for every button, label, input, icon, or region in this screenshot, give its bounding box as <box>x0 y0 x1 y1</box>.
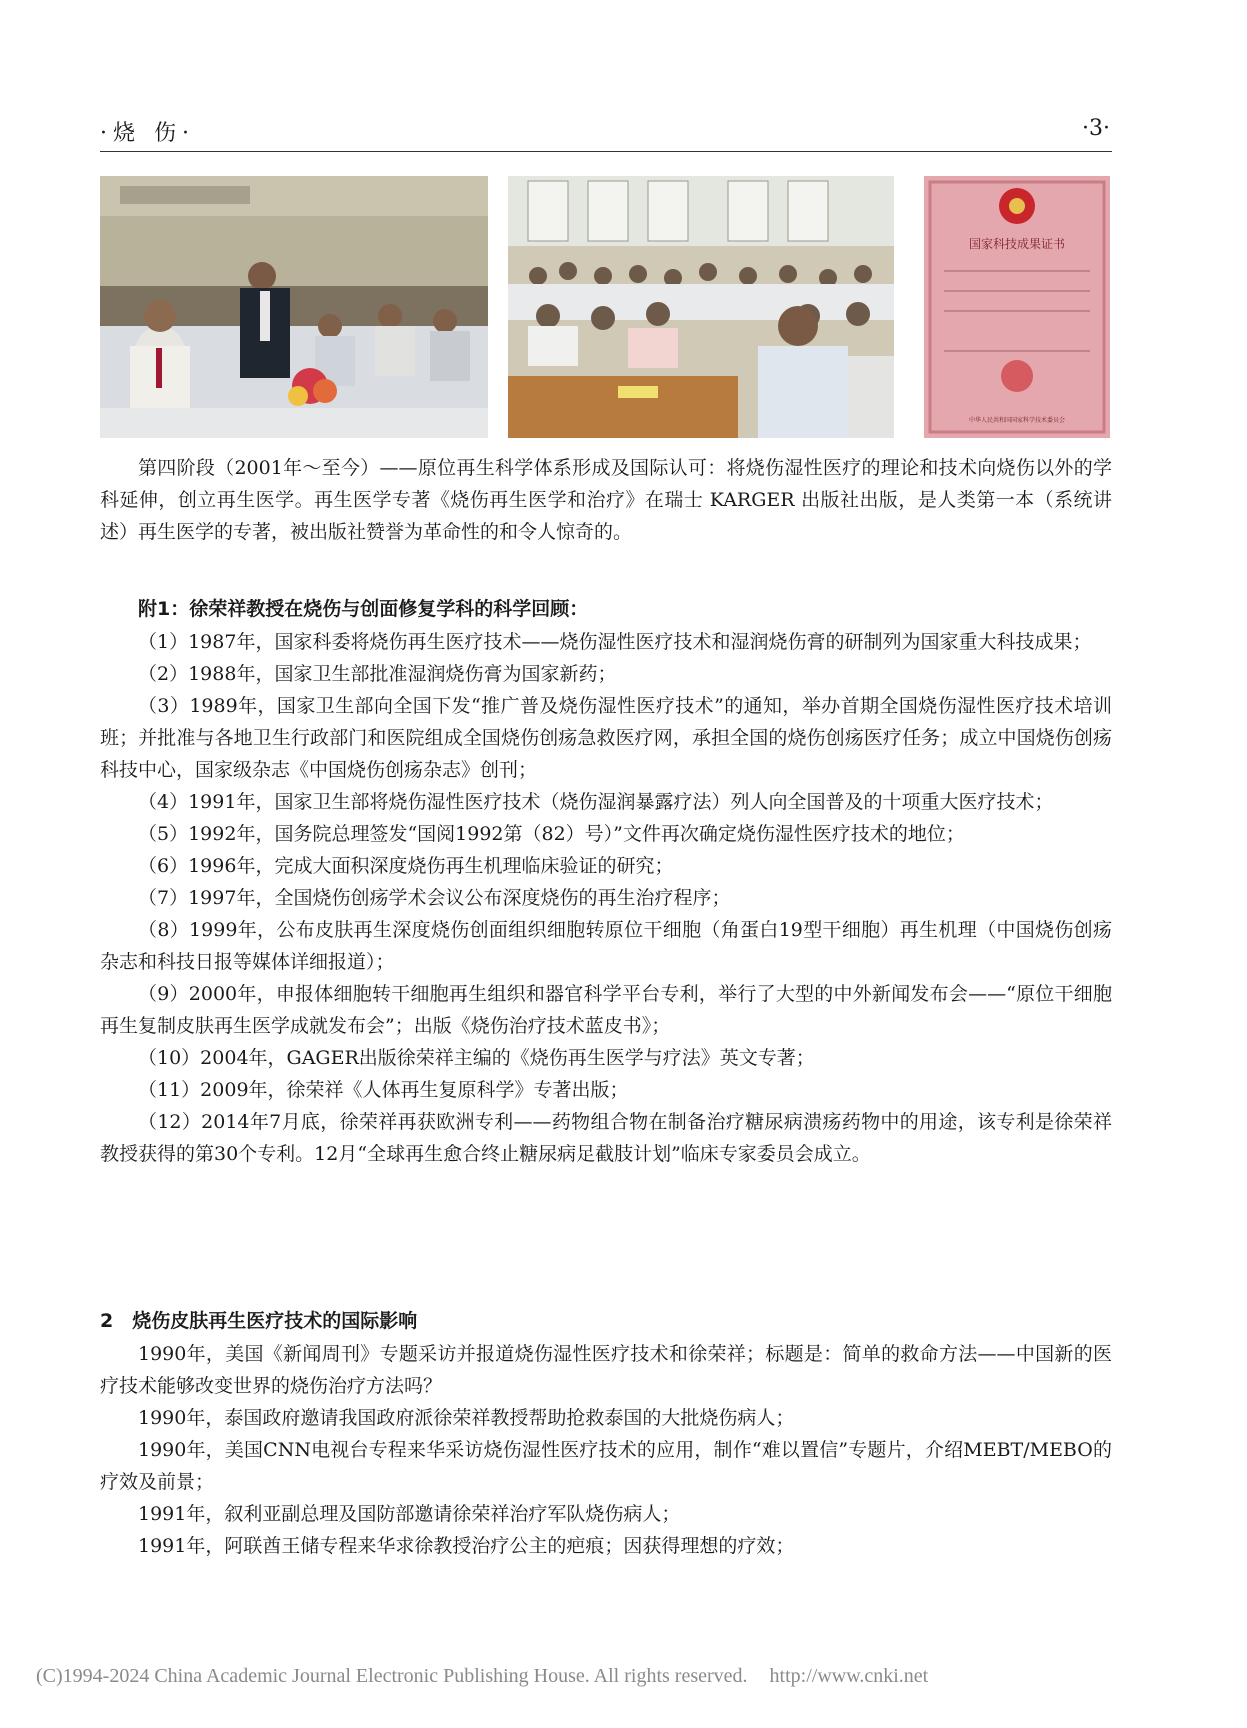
list-item: （9）2000年，申报体细胞转干细胞再生组织和器官科学平台专利，举行了大型的中外新闻发布会——“原位干细胞再生复制皮肤再生医学成就发布会”；出版《烧伤治疗技术蓝皮书》； <box>100 983 1112 1037</box>
copyright-footer <box>36 1665 928 1688</box>
photo-classroom-audience <box>508 176 894 438</box>
list-item: （4）1991年，国家卫生部将烧伤湿性医疗技术（烧伤湿润暴露疗法）列人向全国普及的十项重大医疗技术； <box>138 791 1054 813</box>
stage-four-paragraph: 第四阶段（2001年～至今）——原位再生科学体系形成及国际认可：将烧伤湿性医疗的理论和技术向烧伤以外的学科延伸，创立再生医学。再生医学专著《烧伤再生医学和治疗》在瑞士 KARGER 出版社出版，是人类第一本（系统讲述）再生医学的专著，被出版社赞誉为革命性的和令人惊奇的。 <box>100 457 1112 543</box>
photo-certificate <box>924 176 1110 438</box>
list-item: 1990年，美国CNN电视台专程来华采访烧伤湿性医疗技术的应用，制作“难以置信”专题片，介绍MEBT/MEBO的疗效及前景； <box>100 1439 1112 1493</box>
journal-name: ·烧 伤· <box>100 121 195 146</box>
appendix-heading: 附1：徐荣祥教授在烧伤与创面修复学科的科学回顾： <box>138 598 589 620</box>
section-two-list <box>100 1338 1112 1562</box>
appendix-list <box>100 626 1112 1170</box>
footer-url[interactable]: http://www.cnki.net <box>769 1665 929 1687</box>
certificate-issuer: 中华人民共和国国家科学技术委员会 <box>968 417 1066 424</box>
running-header <box>100 116 1110 152</box>
header-divider <box>100 151 1112 152</box>
list-item: （12）2014年7月底，徐荣祥再获欧洲专利——药物组合物在制备治疗糖尿病溃疡药物中的用途，该专利是徐荣祥教授获得的第30个专利。12月“全球再生愈合终止糖尿病足截肢计划”临床专家委员会成立。 <box>100 1111 1112 1165</box>
list-item: （10）2004年，GAGER出版徐荣祥主编的《烧伤再生医学与疗法》英文专著； <box>138 1047 815 1069</box>
list-item: 1990年，泰国政府邀请我国政府派徐荣祥教授帮助抢救泰国的大批烧伤病人； <box>138 1407 795 1429</box>
list-item: （11）2009年，徐荣祥《人体再生复原科学》专著出版； <box>138 1079 629 1101</box>
copyright-text: (C)1994-2024 China Academic Journal Electronic Publishing House. All rights reserved. <box>36 1665 748 1687</box>
seal-icon <box>1001 360 1033 392</box>
photo-speaker-at-conference <box>100 176 488 438</box>
list-item: 1991年，阿联酋王储专程来华求徐教授治疗公主的疤痕；因获得理想的疗效； <box>138 1535 795 1557</box>
list-item: （5）1992年，国务院总理签发“国阅1992第（82）号）”文件再次确定烧伤湿性医疗技术的地位； <box>138 823 965 845</box>
list-item: （3）1989年，国家卫生部向全国下发“推广普及烧伤湿性医疗技术”的通知，举办首期全国烧伤湿性医疗技术培训班；并批准与各地卫生行政部门和医院组成全国烧伤创疡急救医疗网，承担全国的烧伤创疡医疗任务；成立中国烧伤创疡科技中心，国家级杂志《中国烧伤创疡杂志》创刊； <box>100 695 1112 781</box>
list-item: 1991年，叙利亚副总理及国防部邀请徐荣祥治疗军队烧伤病人； <box>138 1503 681 1525</box>
page-number: ·3· <box>1082 116 1110 141</box>
section-heading: 2 烧伤皮肤再生医疗技术的国际影响 <box>100 1310 418 1332</box>
list-item: （6）1996年，完成大面积深度烧伤再生机理临床验证的研究； <box>138 855 674 877</box>
list-item: （7）1997年，全国烧伤创疡学术会议公布深度烧伤的再生治疗程序； <box>138 887 731 909</box>
list-item: （1）1987年，国家科委将烧伤再生医疗技术——烧伤湿性医疗技术和湿润烧伤膏的研制列为国家重大科技成果； <box>138 631 1092 653</box>
list-item: 1990年，美国《新闻周刊》专题采访并报道烧伤湿性医疗技术和徐荣祥；标题是：简单的救命方法——中国新的医疗技术能够改变世界的烧伤治疗方法吗？ <box>100 1343 1112 1397</box>
list-item: （2）1988年，国家卫生部批准湿润烧伤膏为国家新药； <box>138 663 617 685</box>
certificate-title: 国家科技成果证书 <box>968 237 1066 251</box>
list-item: （8）1999年，公布皮肤再生深度烧伤创面组织细胞转原位干细胞（角蛋白19型干细胞）再生机理（中国烧伤创疡杂志和科技日报等媒体详细报道）； <box>100 919 1112 973</box>
